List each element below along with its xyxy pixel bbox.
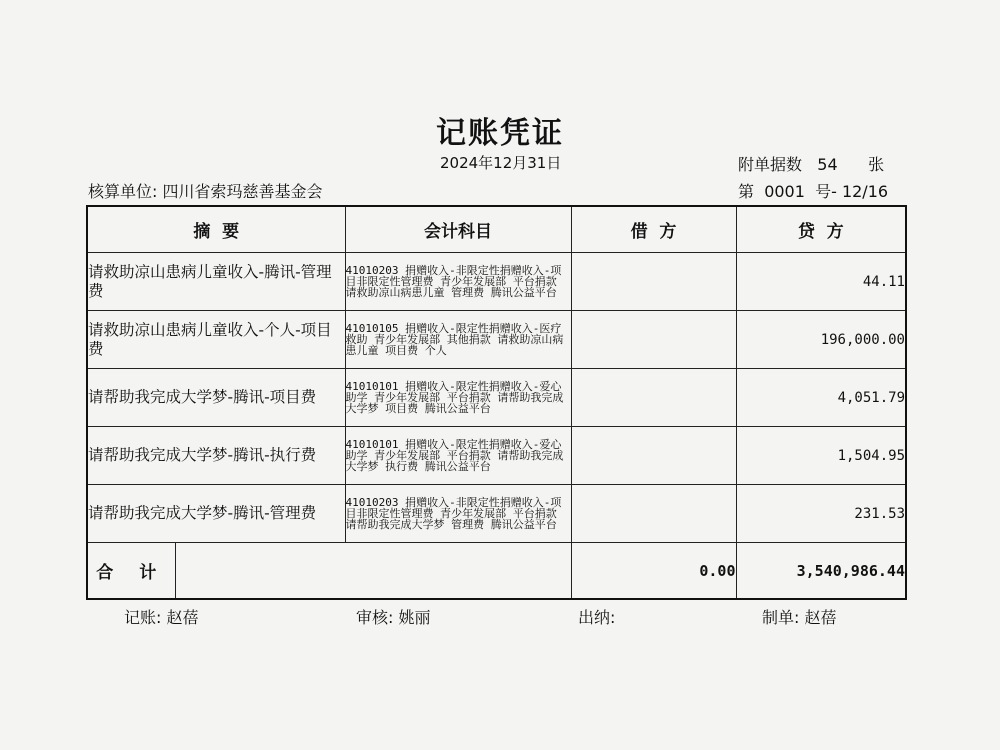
row-debit	[571, 427, 736, 485]
bookkeeper-signature: 记账: 赵蓓	[124, 608, 199, 627]
row-subject: 41010105 捐赠收入-限定性捐赠收入-医疗救助 青少年发展部 其他捐款 请救助凉山病患儿童 项目费 个人	[345, 311, 571, 369]
total-row	[87, 543, 906, 600]
voucher-table	[86, 205, 907, 600]
header-credit: 贷 方	[736, 206, 906, 253]
row-subject: 41010101 捐赠收入-限定性捐赠收入-爱心助学 青少年发展部 平台捐款 请帮助我完成大学梦 项目费 腾讯公益平台	[345, 369, 571, 427]
table-row	[87, 311, 906, 369]
row-subject: 41010203 捐赠收入-非限定性捐赠收入-项目非限定性管理费 青少年发展部 平台捐款 请救助凉山病患儿童 管理费 腾讯公益平台	[345, 253, 571, 311]
voucher-number-prefix: 第	[738, 182, 755, 201]
voucher-number-value: 0001	[764, 182, 805, 201]
table-row	[87, 485, 906, 543]
row-debit	[571, 253, 736, 311]
unit-name: 四川省索玛慈善基金会	[162, 182, 323, 201]
row-debit	[571, 369, 736, 427]
row-credit: 196,000.00	[736, 311, 906, 369]
header-subject: 会计科目	[345, 206, 571, 253]
table-row	[87, 427, 906, 485]
row-subject: 41010203 捐赠收入-非限定性捐赠收入-项目非限定性管理费 青少年发展部 平台捐款 请帮助我完成大学梦 管理费 腾讯公益平台	[345, 485, 571, 543]
row-summary: 请帮助我完成大学梦-腾讯-执行费	[87, 427, 345, 485]
attachment-number: 54	[817, 155, 838, 174]
total-label: 合 计	[87, 543, 175, 600]
accounting-unit	[88, 179, 323, 202]
total-debit: 0.00	[571, 543, 736, 600]
voucher-title: 记账凭证	[436, 116, 564, 151]
cashier-signature: 出纳:	[578, 608, 616, 627]
voucher-number	[738, 179, 888, 202]
row-credit: 1,504.95	[736, 427, 906, 485]
header-summary: 摘 要	[87, 206, 345, 253]
attachment-label: 附单据数	[738, 155, 803, 174]
header-row	[87, 206, 906, 253]
preparer-signature: 制单: 赵蓓	[762, 608, 837, 627]
row-credit: 4,051.79	[736, 369, 906, 427]
row-summary: 请救助凉山患病儿童收入-个人-项目费	[87, 311, 345, 369]
table-row	[87, 253, 906, 311]
header-debit: 借 方	[571, 206, 736, 253]
row-debit	[571, 485, 736, 543]
row-credit: 231.53	[736, 485, 906, 543]
row-debit	[571, 311, 736, 369]
unit-label: 核算单位:	[88, 182, 158, 201]
attachment-unit: 张	[868, 155, 885, 174]
auditor-signature: 审核: 姚丽	[356, 608, 431, 627]
row-summary: 请帮助我完成大学梦-腾讯-项目费	[87, 369, 345, 427]
table-row	[87, 369, 906, 427]
total-credit: 3,540,986.44	[736, 543, 906, 600]
voucher-number-suffix: 号- 12/16	[815, 182, 889, 201]
total-blank	[175, 543, 571, 600]
row-summary: 请救助凉山患病儿童收入-腾讯-管理费	[87, 253, 345, 311]
voucher-date: 2024年12月31日	[440, 154, 562, 172]
row-summary: 请帮助我完成大学梦-腾讯-管理费	[87, 485, 345, 543]
attachment-count	[738, 152, 884, 175]
row-credit: 44.11	[736, 253, 906, 311]
row-subject: 41010101 捐赠收入-限定性捐赠收入-爱心助学 青少年发展部 平台捐款 请帮助我完成大学梦 执行费 腾讯公益平台	[345, 427, 571, 485]
